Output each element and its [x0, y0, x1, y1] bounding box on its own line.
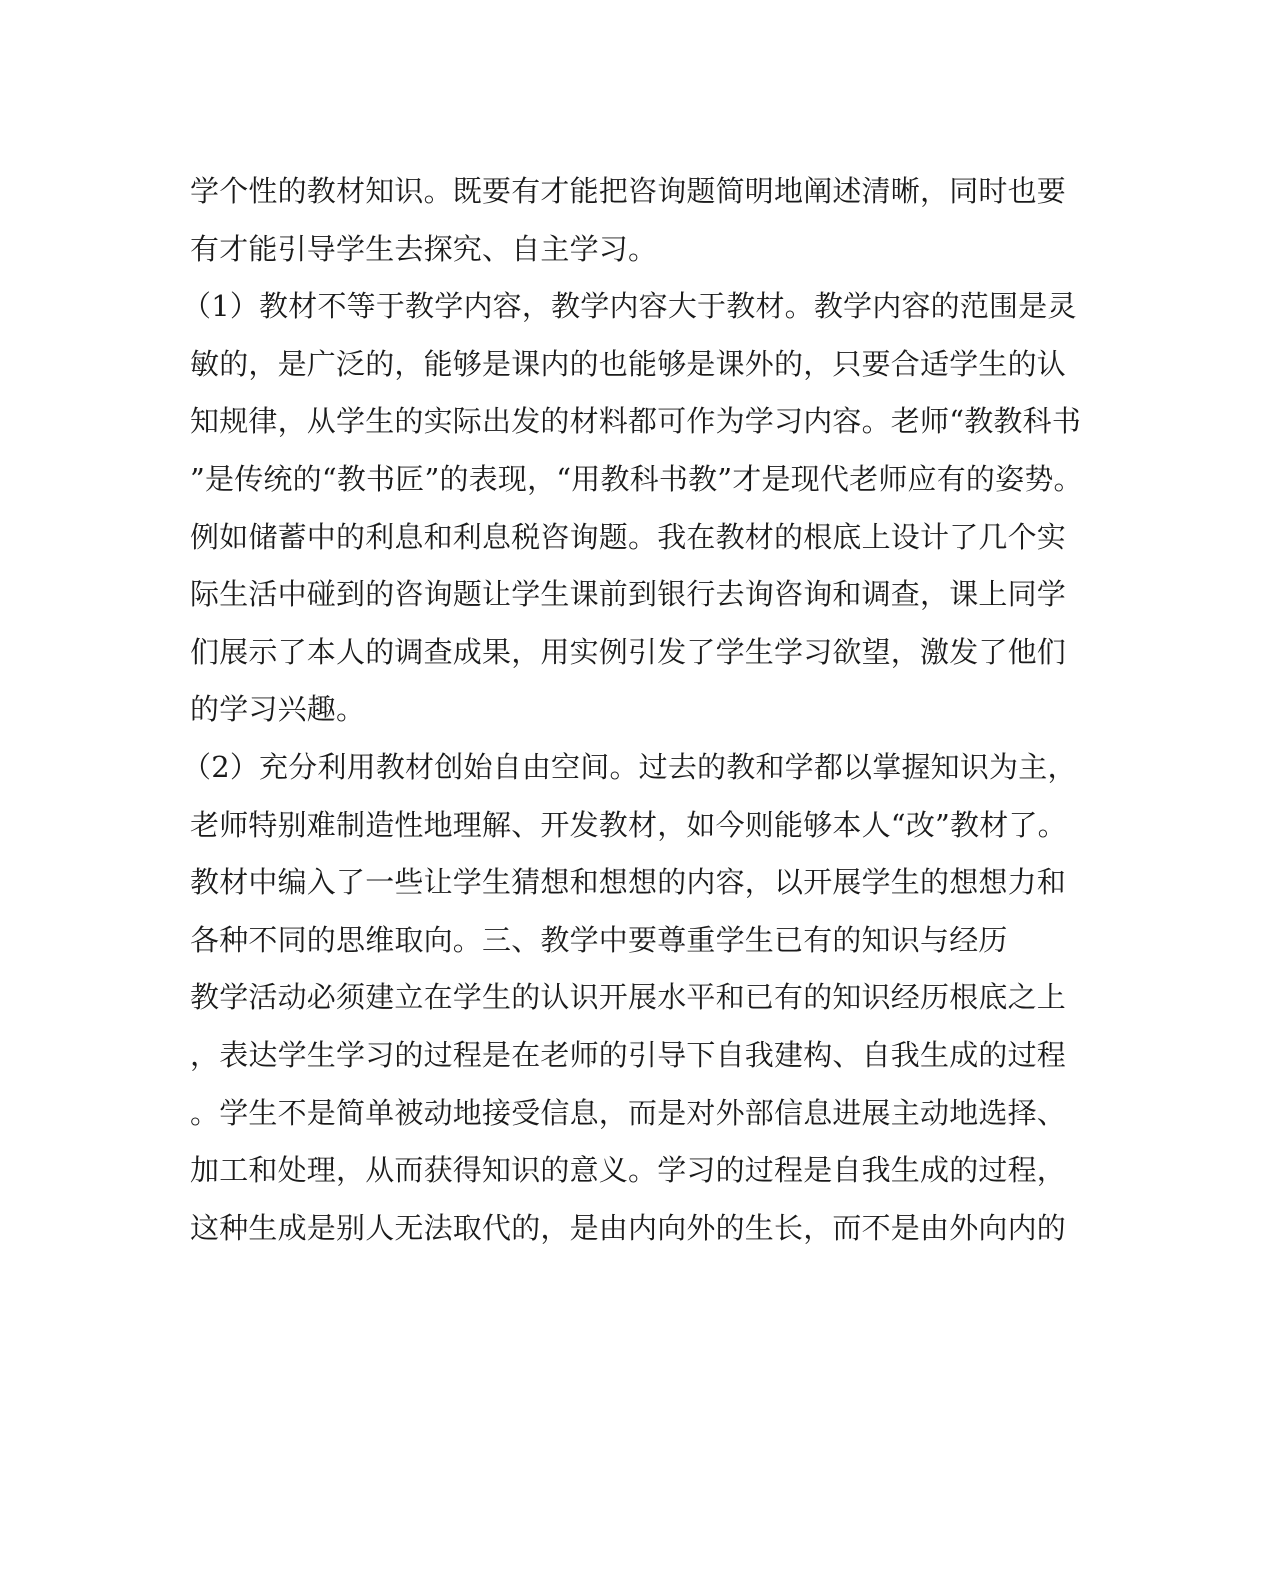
text-line: 有才能引导学生去探究、自主学习。	[190, 231, 658, 266]
text-line: 例如储蓄中的利息和利息税咨询题。我在教材的根底上设计了几个实	[190, 519, 1067, 554]
text-line: ，表达学生学习的过程是在老师的引导下自我建构、自我生成的过程	[190, 1037, 1067, 1072]
text-line: 各种不同的思维取向。三、教学中要尊重学生已有的知识与经历	[190, 922, 1008, 957]
text-line: 加工和处理，从而获得知识的意义。学习的过程是自我生成的过程，	[190, 1153, 1067, 1188]
text-line: 教材中编入了一些让学生猜想和想想的内容，以开展学生的想想力和	[190, 865, 1067, 900]
text-line: 这种生成是别人无法取代的，是由内向外的生长，而不是由外向内的	[190, 1210, 1067, 1245]
text-line: 老师特别难制造性地理解、开发教材，如今则能够本人“改”教材了。	[190, 807, 1067, 842]
text-line: 教学活动必须建立在学生的认识开展水平和已有的知识经历根底之上	[190, 980, 1067, 1015]
text-line: 学个性的教材知识。既要有才能把咨询题简明地阐述清晰，同时也要	[190, 174, 1067, 208]
text-line: 。学生不是简单被动地接受信息，而是对外部信息进展主动地选择、	[190, 1095, 1067, 1130]
text-line: 的学习兴趣。	[190, 692, 366, 727]
text-line: ”是传统的“教书匠”的表现，“用教科书教”才是现代老师应有的姿势。	[190, 461, 1083, 496]
body-text	[182, 163, 1090, 1257]
text-line: 际生活中碰到的咨询题让学生课前到银行去询咨询和调查，课上同学	[190, 577, 1067, 612]
text-line: （2）充分利用教材创始自由空间。过去的教和学都以掌握知识为主，	[182, 749, 1077, 784]
text-line: 敏的，是广泛的，能够是课内的也能够是课外的，只要合适学生的认	[190, 346, 1067, 381]
text-line: （1）教材不等于教学内容，教学内容大于教材。教学内容的范围是灵	[182, 289, 1077, 324]
text-line: 们展示了本人的调查成果，用实例引发了学生学习欲望，激发了他们	[190, 634, 1067, 669]
text-line: 知规律，从学生的实际出发的材料都可作为学习内容。老师“教教科书	[190, 404, 1082, 439]
